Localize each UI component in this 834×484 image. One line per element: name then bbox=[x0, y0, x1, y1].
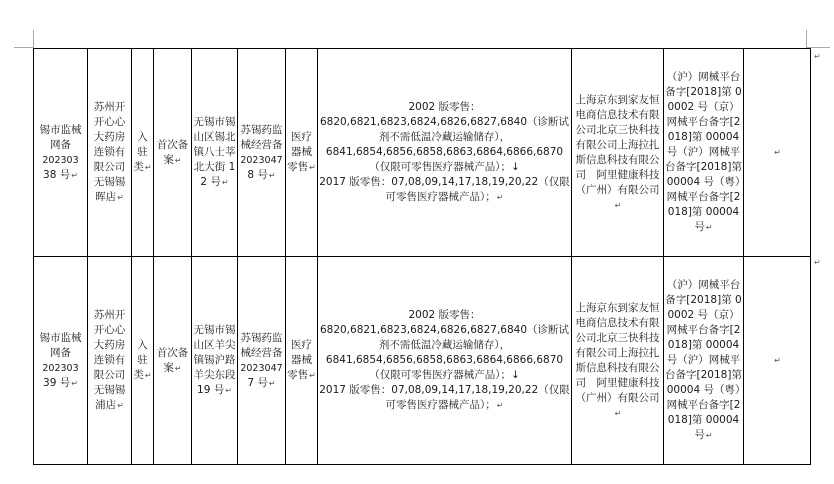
row-end-mark: ↵ bbox=[814, 258, 821, 267]
business-scope-cell: 2002 版零售： 6820,6821,6823,6824,6826,6827,6840（诊断试剂不需低温冷藏运输储存）， 6841,6854,6856,6858,6863,6864,6866,6870（仅限可零售医疗器械产品）；↓ 2017 版零售：07,08,09,14,17,18,19,20,22（仅限可零售医疗器械产品）；↵ bbox=[318, 49, 572, 257]
platform-names-cell: 上海京东到家友恒电商信息技术有限公司北京三快科技有限公司上海拉扎斯信息科技有限公司 阿里健康科技（广州）有限公司↵ bbox=[572, 49, 664, 257]
platform-numbers-cell: （沪）网械平台备字[2018]第 00002 号（京）网械平台备字[2018]第 00004 号（沪）网械平台备字[2018]第 00004 号（粤）网械平台备字[2018]第 00004 号↵ bbox=[664, 49, 744, 257]
crop-mark-left-horizontal bbox=[14, 47, 34, 48]
table-row bbox=[34, 257, 811, 465]
company-cell: 苏州开开心心大药房连锁有限公司无锡锡晖店↵ bbox=[88, 49, 132, 257]
filing-kind-cell: 首次备案↵ bbox=[154, 257, 192, 465]
remark-cell: ↵ bbox=[744, 49, 811, 257]
crop-mark-left-vertical bbox=[33, 30, 34, 48]
platform-numbers-cell: （沪）网械平台备字[2018]第 00002 号（京）网械平台备字[2018]第 00004 号（沪）网械平台备字[2018]第 00004 号（粤）网械平台备字[2018]第 00004 号↵ bbox=[664, 257, 744, 465]
table-row bbox=[34, 49, 811, 257]
type-cell: 入驻类↵ bbox=[132, 49, 154, 257]
license-cell: 苏锡药监械经营备 2023047 8 号↵ bbox=[238, 49, 286, 257]
address-cell: 无锡市锡山区锡北镇八士莘北大街 12 号↵ bbox=[192, 49, 238, 257]
filing-kind-cell: 首次备案↵ bbox=[154, 49, 192, 257]
type-cell: 入驻类↵ bbox=[132, 257, 154, 465]
crop-mark-right-vertical bbox=[806, 30, 807, 48]
remark-cell: ↵ bbox=[744, 257, 811, 465]
record-number-cell: 锡市监械网备 202303 39 号↵ bbox=[34, 257, 88, 465]
category-cell: 医疗器械零售↵ bbox=[286, 49, 318, 257]
platform-names-cell: 上海京东到家友恒电商信息技术有限公司北京三快科技有限公司上海拉扎斯信息科技有限公司 阿里健康科技（广州）有限公司↵ bbox=[572, 257, 664, 465]
license-cell: 苏锡药监械经营备 2023047 7 号↵ bbox=[238, 257, 286, 465]
row-end-mark: ↵ bbox=[814, 52, 821, 61]
address-cell: 无锡市锡山区羊尖镇锡沪路羊尖东段 19 号↵ bbox=[192, 257, 238, 465]
medical-device-filing-table bbox=[33, 48, 811, 465]
record-number-cell: 锡市监械网备 202303 38 号↵ bbox=[34, 49, 88, 257]
business-scope-cell: 2002 版零售： 6820,6821,6823,6824,6826,6827,6840（诊断试剂不需低温冷藏运输储存）， 6841,6854,6856,6858,6863,6864,6866,6870（仅限可零售医疗器械产品）；↓ 2017 版零售：07,08,09,14,17,18,19,20,22（仅限可零售医疗器械产品）；↵ bbox=[318, 257, 572, 465]
company-cell: 苏州开开心心大药房连锁有限公司无锡锡浦店↵ bbox=[88, 257, 132, 465]
category-cell: 医疗器械零售↵ bbox=[286, 257, 318, 465]
